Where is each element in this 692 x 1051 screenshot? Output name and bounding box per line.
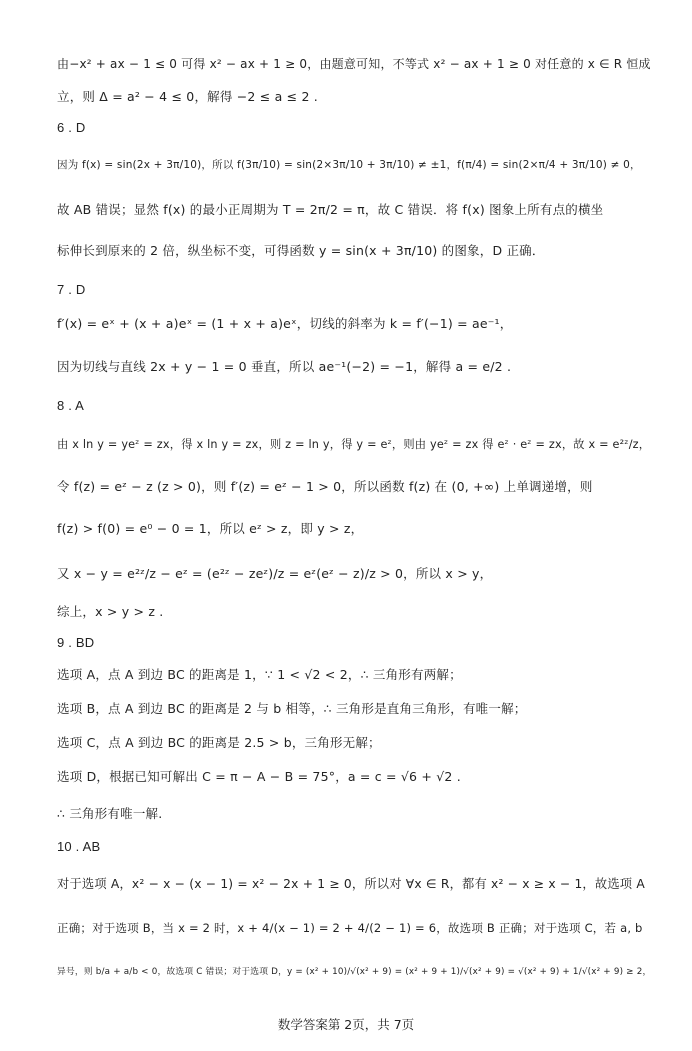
question-heading: 7 . D [57,282,86,297]
text-line: 标伸长到原来的 2 倍，纵坐标不变，可得函数 y = sin(x + 3π/10) 的图象，D 正确． [57,243,545,258]
text-line: 故 AB 错误；显然 f(x) 的最小正周期为 T = 2π/2 = π，故 C 错误．将 f(x) 图象上所有点的横坐 [57,202,604,217]
text-line: 立，则 Δ = a² − 4 ≤ 0，解得 −2 ≤ a ≤ 2 . [57,89,318,104]
text-line: f′(x) = eˣ + (x + a)eˣ = (1 + x + a)eˣ，切线的斜率为 k = f′(−1) = ae⁻¹， [57,316,513,331]
question-heading: 9 . BD [57,635,95,650]
question-heading: 10 . AB [57,839,101,854]
text-line: 选项 C，点 A 到边 BC 的距离是 2.5 > b，三角形无解； [57,735,381,750]
text-line: 因为切线与直线 2x + y − 1 = 0 垂直，所以 ae⁻¹(−2) = −1，解得 a = e/2 . [57,359,512,374]
text-line: 对于选项 A，x² − x − (x − 1) = x² − 2x + 1 ≥ 0，所以对 ∀x ∈ R，都有 x² − x ≥ x − 1，故选项 A [57,877,645,891]
question-heading: 8 . A [57,398,85,413]
text-line: 由 x ln y = yeᶻ = zx，得 x ln y = zx，则 z = ln y，得 y = eᶻ，则由 yeᶻ = zx 得 eᶻ · eᶻ = zx，故 x = e²ᶻ/z， [57,438,651,451]
text-line: 由−x² + ax − 1 ≤ 0 可得 x² − ax + 1 ≥ 0，由题意可知，不等式 x² − ax + 1 ≥ 0 对任意的 x ∈ R 恒成 [57,57,651,71]
text-line: 令 f(z) = eᶻ − z (z > 0)，则 f′(z) = eᶻ − 1 > 0，所以函数 f(z) 在 (0, +∞) 上单调递增，则 [57,479,593,494]
text-line: 正确；对于选项 B，当 x = 2 时，x + 4/(x − 1) = 2 + 4/(2 − 1) = 6，故选项 B 正确；对于选项 C，若 a, b [57,921,643,935]
text-line: 异号，则 b/a + a/b < 0，故选项 C 错误；对于选项 D，y = (x² + 10)/√(x² + 9) = (x² + 9 + 1)/√(x² + 9) = √(x² + 9) + 1/√(x² + 9) ≥ 2， [57,967,652,977]
text-line: 选项 A，点 A 到边 BC 的距离是 1，∵ 1 < √2 < 2，∴ 三角形有两解； [57,667,462,682]
question-heading: 6 . D [57,120,86,135]
text-line: 选项 B，点 A 到边 BC 的距离是 2 与 b 相等，∴ 三角形是直角三角形，有唯一解； [57,701,527,716]
page-footer: 数学答案第 2页，共 7页 [277,1017,415,1032]
text-line: 因为 f(x) = sin(2x + 3π/10)，所以 f(3π/10) = sin(2×3π/10 + 3π/10) ≠ ±1，f(π/4) = sin(2×π/4 + 3π/10) ≠ 0， [57,159,641,171]
text-line: 选项 D，根据已知可解出 C = π − A − B = 75°，a = c = √6 + √2 . [57,769,461,784]
text-line: ∴ 三角形有唯一解. [57,806,163,821]
text-line: f(z) > f(0) = e⁰ − 0 = 1，所以 eᶻ > z，即 y > z， [57,521,364,536]
text-line: 又 x − y = e²ᶻ/z − eᶻ = (e²ᶻ − zeᶻ)/z = eᶻ(eᶻ − z)/z > 0，所以 x > y， [57,566,493,581]
text-line: 综上，x > y > z . [57,604,164,619]
